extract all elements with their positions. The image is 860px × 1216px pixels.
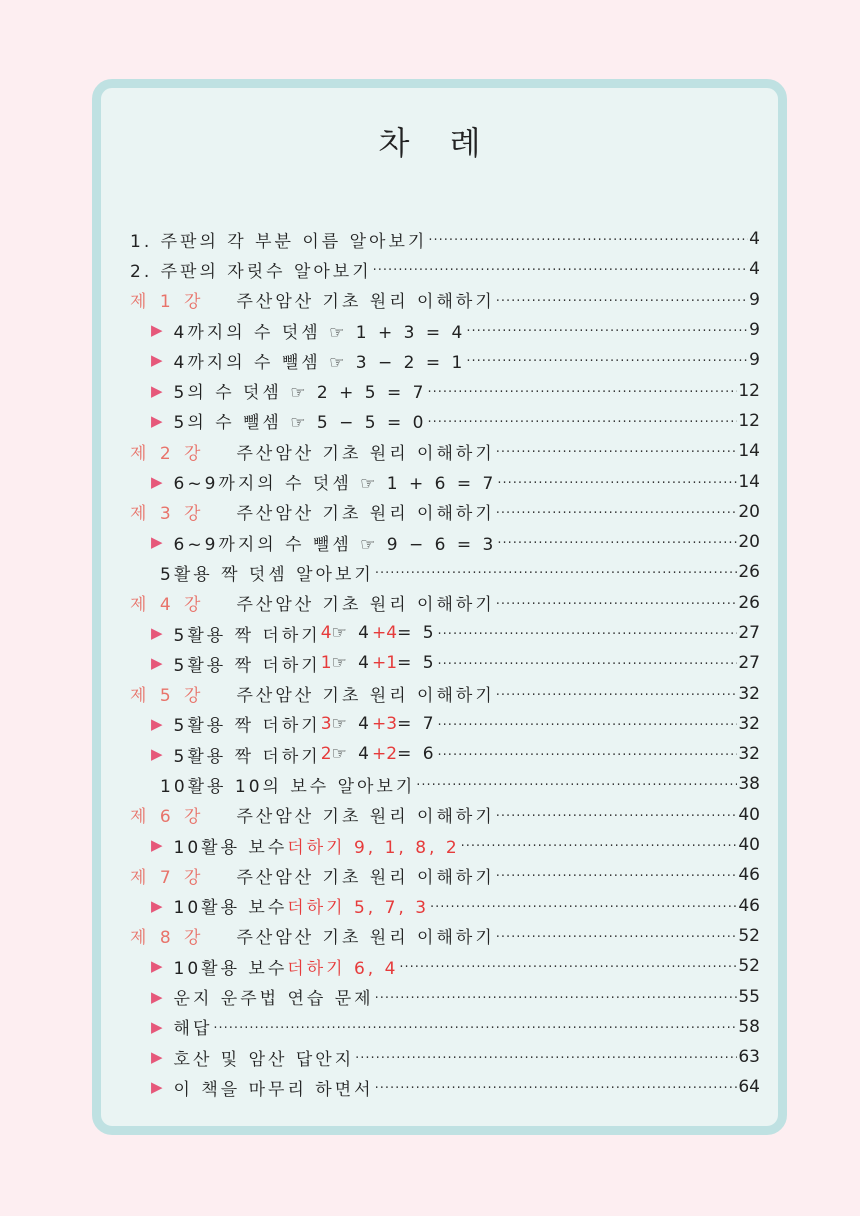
page-number: 64 [738,1077,760,1098]
dot-leader [497,474,737,490]
page-number: 40 [738,835,760,856]
triangle-right-icon: ▶ [151,957,163,976]
toc-entry[interactable] [130,739,760,769]
page-number: 12 [738,380,760,401]
page-number: 27 [738,623,760,643]
triangle-right-icon: ▶ [151,321,163,340]
entry-text: 주산암산 기초 원리 이해하기 [236,867,495,888]
toc-entry[interactable] [130,860,760,890]
dot-leader [438,746,738,762]
entry-text: 주산암산 기초 원리 이해하기 [236,443,495,464]
page-number: 27 [738,653,760,674]
toc-entry[interactable] [130,921,760,951]
toc-entry[interactable] [130,1042,760,1072]
triangle-right-icon: ▶ [151,896,163,915]
entry-highlight: 4 [386,623,398,643]
page-number: 4 [749,229,760,250]
page-number: 14 [738,441,760,462]
toc-entry[interactable] [130,769,760,799]
toc-entry[interactable] [130,678,760,708]
toc-entry[interactable] [130,800,760,830]
dot-leader [497,534,737,550]
entry-text: 5의 수 뺄셈 ☞ 5 − 5 = 0 [173,413,427,434]
page-number: 20 [738,532,760,553]
page-number: 9 [749,350,760,371]
entry-text: 5활용 짝 더하기 [173,625,321,646]
triangle-right-icon: ▶ [151,381,163,400]
page-number: 32 [738,683,760,704]
entry-highlight: 더하기 9, 1, 8, 2 [287,837,460,858]
page-number: 4 [749,259,760,280]
dot-leader [466,322,748,338]
triangle-right-icon: ▶ [151,1017,163,1036]
entry-text: 6~9까지의 수 뺄셈 ☞ 9 − 6 = 3 [173,534,497,555]
lecture-label: 제 7 강 [130,867,205,888]
page-number: 52 [738,925,760,946]
toc-entry[interactable] [130,1072,760,1102]
entry-text: 5의 수 덧셈 ☞ 2 + 5 = 7 [173,383,427,404]
toc-entry[interactable] [130,345,760,375]
dot-leader [416,776,737,792]
toc-entry[interactable] [130,285,760,315]
dot-leader [355,1049,737,1065]
lecture-label: 제 1 강 [130,292,205,313]
entry-highlight: 더하기 6, 4 [287,958,399,979]
dot-leader [496,686,738,702]
entry-operator: + [372,653,387,674]
entry-text: 2. 주판의 자릿수 알아보기 [130,261,372,282]
page-number: 26 [738,592,760,613]
dot-leader [430,898,737,914]
dot-leader [427,413,737,429]
toc-entry[interactable] [130,436,760,466]
entry-highlight: 1 [386,653,398,674]
entry-highlight: 1 [320,653,332,674]
page-number: 32 [738,744,760,765]
entry-operator: + [372,623,387,643]
dot-leader [461,837,738,853]
entry-highlight: 4 [320,623,332,643]
entry-highlight: 3 [386,713,398,734]
entry-formula: = 5 [397,623,437,643]
toc-entry[interactable] [130,830,760,860]
dot-leader [496,292,748,308]
entry-text: 10활용 10의 보수 알아보기 [160,776,416,797]
toc-entry[interactable] [130,618,760,648]
triangle-right-icon: ▶ [151,351,163,370]
dot-leader [496,595,738,611]
toc-entry[interactable] [130,588,760,618]
triangle-right-icon: ▶ [151,533,163,552]
lecture-label: 제 6 강 [130,807,205,828]
entry-text: 주산암산 기초 원리 이해하기 [236,686,495,707]
dot-leader [496,928,738,944]
entry-text: 10활용 보수 [173,837,288,858]
triangle-right-icon: ▶ [151,624,163,642]
page-title: 차 례 [378,124,482,162]
entry-formula: = 7 [397,713,437,734]
page-number: 52 [738,956,760,977]
triangle-right-icon: ▶ [151,987,163,1006]
dot-leader [496,504,738,520]
lecture-label: 제 2 강 [130,443,205,464]
entry-highlight: 2 [386,744,398,765]
toc-entry[interactable] [130,891,760,921]
entry-formula: ☞ 4 [331,653,372,674]
page-number: 9 [749,320,760,341]
toc-entry[interactable] [130,709,760,739]
entry-text: 5활용 짝 더하기 [173,746,321,767]
toc-entry[interactable] [130,497,760,527]
dot-leader [375,1079,738,1095]
entry-text: 6~9까지의 수 덧셈 ☞ 1 + 6 = 7 [173,474,497,495]
toc-entry[interactable] [130,1012,760,1042]
lecture-label: 제 8 강 [130,928,205,949]
entry-highlight: 더하기 5, 7, 3 [287,898,430,919]
toc-entry[interactable] [130,406,760,436]
toc-entry[interactable] [130,527,760,557]
toc-entry[interactable] [130,375,760,405]
dot-leader [428,231,748,247]
triangle-right-icon: ▶ [151,745,163,764]
triangle-right-icon: ▶ [151,714,163,733]
dot-leader [213,1019,737,1035]
page-number: 46 [738,865,760,886]
page-number: 12 [738,410,760,431]
triangle-right-icon: ▶ [151,654,163,673]
triangle-right-icon: ▶ [151,1048,163,1067]
toc-entry[interactable] [130,951,760,981]
lecture-label: 제 3 강 [130,504,205,525]
entry-text: 4까지의 수 뺄셈 ☞ 3 − 2 = 1 [173,352,466,373]
page-number: 38 [738,774,760,795]
entry-operator: + [372,713,387,734]
entry-text: 이 책을 마무리 하면서 [173,1079,374,1100]
entry-text: 10활용 보수 [173,958,288,979]
dot-leader [375,989,738,1005]
dot-leader [496,443,738,459]
entry-text: 주산암산 기초 원리 이해하기 [236,504,495,525]
page-number: 58 [738,1016,760,1037]
lecture-label: 제 5 강 [130,686,205,707]
page-number: 46 [738,895,760,916]
entry-highlight: 3 [320,713,332,734]
toc-entry[interactable] [130,224,760,254]
triangle-right-icon: ▶ [151,411,163,430]
toc-entry[interactable] [130,648,760,678]
toc-entry[interactable] [130,981,760,1011]
dot-leader [375,564,738,580]
entry-text: 운지 운주법 연습 문제 [173,989,374,1010]
page-number: 40 [738,804,760,825]
entry-formula: = 6 [397,744,437,765]
dot-leader [496,867,738,883]
dot-leader [466,352,748,368]
page-number: 14 [738,471,760,492]
page-number: 63 [738,1047,760,1068]
table-of-contents [130,224,760,1103]
lecture-label: 제 4 강 [130,595,205,616]
dot-leader [399,958,737,974]
entry-text: 4까지의 수 덧셈 ☞ 1 + 3 = 4 [173,322,466,343]
entry-formula: ☞ 4 [331,744,372,765]
dot-leader [496,807,738,823]
triangle-right-icon: ▶ [151,836,163,855]
entry-text: 5활용 짝 덧셈 알아보기 [160,564,374,585]
entry-text: 주산암산 기초 원리 이해하기 [236,928,495,949]
page-number: 32 [738,713,760,734]
dot-leader [438,716,738,732]
dot-leader [373,261,749,277]
entry-text: 10활용 보수 [173,898,288,919]
entry-text: 주산암산 기초 원리 이해하기 [236,807,495,828]
entry-text: 5활용 짝 더하기 [173,716,321,737]
dot-leader [438,625,738,641]
entry-text: 주산암산 기초 원리 이해하기 [236,595,495,616]
page-number: 20 [738,501,760,522]
entry-text: 주산암산 기초 원리 이해하기 [236,292,495,313]
entry-formula: = 5 [397,653,437,674]
entry-formula: ☞ 4 [331,623,372,643]
page-number: 9 [749,289,760,310]
page-number: 55 [738,986,760,1007]
toc-entry[interactable] [130,315,760,345]
toc-entry[interactable] [130,557,760,587]
entry-text: 호산 및 암산 답안지 [173,1049,355,1070]
toc-entry[interactable] [130,254,760,284]
dot-leader [438,655,738,671]
triangle-right-icon: ▶ [151,1078,163,1097]
entry-text: 5활용 짝 더하기 [173,655,321,676]
toc-entry[interactable] [130,466,760,496]
entry-formula: ☞ 4 [331,713,372,734]
dot-leader [427,383,737,399]
entry-highlight: 2 [320,744,332,765]
entry-text: 해답 [173,1019,213,1040]
page-number: 26 [738,562,760,583]
entry-operator: + [372,744,387,765]
triangle-right-icon: ▶ [151,472,163,491]
entry-text: 1. 주판의 각 부분 이름 알아보기 [130,231,428,252]
